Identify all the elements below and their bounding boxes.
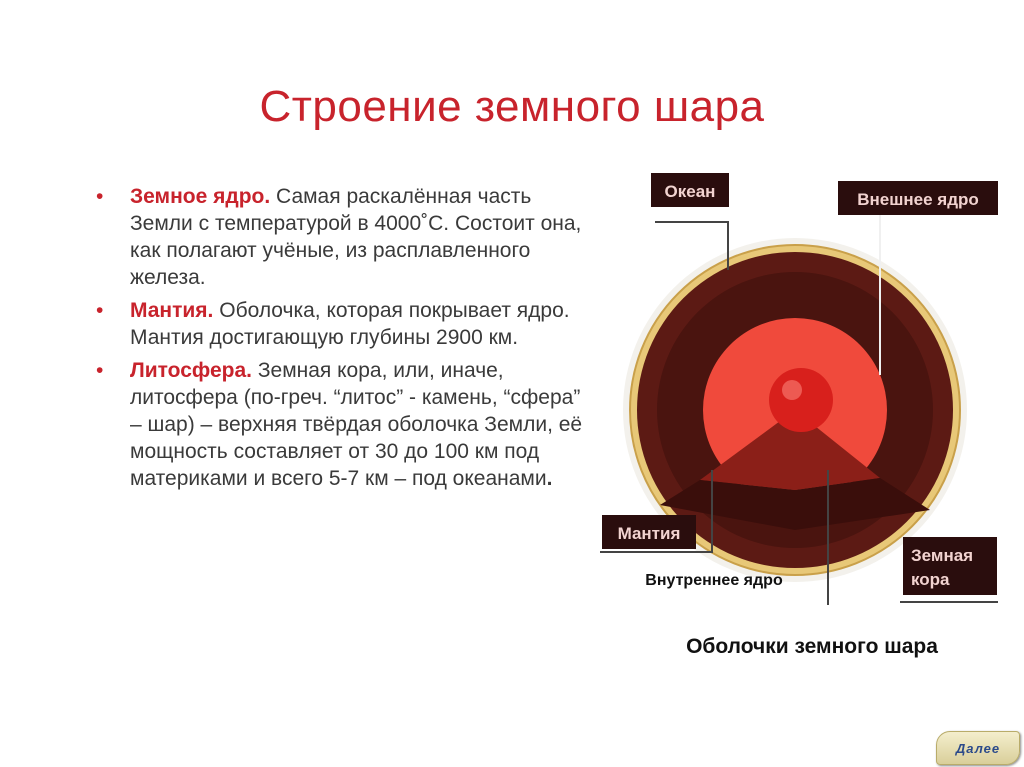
page-title: Строение земного шара bbox=[259, 82, 765, 131]
inner-core-layer bbox=[769, 368, 833, 432]
ocean-label: Океан bbox=[664, 182, 716, 201]
bullet-term: Земное ядро. bbox=[130, 185, 271, 208]
outer-core-label: Внешнее ядро bbox=[857, 190, 979, 209]
bullet-list bbox=[96, 183, 596, 498]
bullet-end: . bbox=[546, 467, 553, 490]
mantle-label: Мантия bbox=[617, 524, 681, 543]
next-button[interactable] bbox=[936, 731, 1020, 765]
bullet-item-core bbox=[96, 183, 596, 291]
bullet-dot: • bbox=[96, 299, 104, 322]
inner-core-label: Внутреннее ядро bbox=[645, 572, 783, 589]
bullet-text: Оболочка, которая покрывает ядро. Мантия достигающую глубины 2900 км. bbox=[130, 299, 570, 349]
bullet-item-mantle bbox=[96, 297, 596, 351]
crust-label-line1: Земная bbox=[911, 546, 974, 565]
next-button-label: Далее bbox=[955, 740, 1001, 756]
bullet-text: Самая раскалённая часть Земли с температурой в 4000˚С. Состоит она, как полагают учёные, из расплавленного железа. bbox=[130, 185, 582, 289]
diagram-caption: Оболочки земного шара bbox=[686, 635, 938, 658]
bullet-text: Земная кора, или, иначе, литосфера (по-греч. “литос” - камень, “сфера” – шар) – верхняя твёрдая оболочка Земли, её мощность составляет от 30 до 100 км под материками и всего 5-7 км – под океанами bbox=[130, 359, 583, 490]
bullet-term: Мантия. bbox=[130, 299, 214, 322]
inner-core-highlight bbox=[782, 380, 802, 400]
bullet-item-lithosphere bbox=[96, 357, 596, 492]
bullet-dot: • bbox=[96, 359, 104, 382]
crust-label-line2: кора bbox=[911, 570, 950, 589]
bullet-dot: • bbox=[96, 185, 104, 208]
earth-structure-diagram bbox=[560, 160, 1024, 635]
bullet-term: Литосфера. bbox=[130, 359, 253, 382]
